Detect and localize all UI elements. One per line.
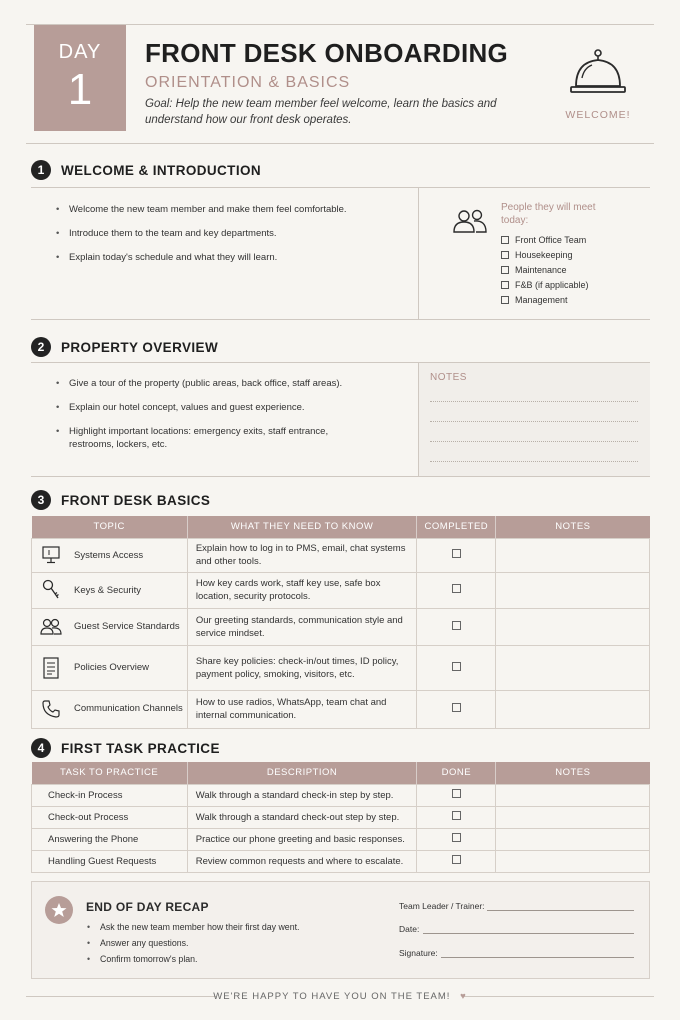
people-checklist bbox=[501, 232, 589, 307]
done-cell bbox=[417, 828, 496, 850]
notes-line bbox=[430, 441, 638, 442]
task-cell: Check-out Process bbox=[32, 806, 188, 828]
notes-cell[interactable] bbox=[496, 828, 650, 850]
front-desk-basics-table bbox=[31, 516, 650, 729]
notes-cell[interactable] bbox=[496, 572, 650, 608]
topic-label: Guest Service Standards bbox=[74, 620, 180, 632]
list-item: • Introduce them to the team and key departments. bbox=[53, 227, 403, 240]
topic-label: Systems Access bbox=[74, 549, 144, 561]
star-icon bbox=[51, 902, 67, 918]
date-label: Date: bbox=[399, 924, 420, 934]
completed-cell bbox=[417, 690, 496, 728]
description-cell: Walk through a standard check-out step by step. bbox=[187, 806, 417, 828]
completed-cell bbox=[417, 645, 496, 690]
checklist-label: Maintenance bbox=[515, 264, 567, 275]
heart-icon: ♥ bbox=[460, 991, 467, 1002]
checklist-item[interactable] bbox=[501, 292, 589, 307]
header-divider bbox=[26, 143, 654, 144]
column-header: DONE bbox=[417, 762, 496, 784]
info-cell: Our greeting standards, communication style and service mindset. bbox=[187, 608, 417, 645]
checklist-label: F&B (if applicable) bbox=[515, 279, 589, 290]
day-label: DAY bbox=[58, 41, 102, 63]
list-item: • Give a tour of the property (public areas, back office, staff areas). bbox=[53, 377, 373, 390]
done-cell bbox=[417, 784, 496, 806]
info-cell: How key cards work, staff key use, safe box location, security protocols. bbox=[187, 572, 417, 608]
table-row bbox=[32, 828, 650, 850]
topic-cell bbox=[32, 572, 188, 608]
notes-line bbox=[430, 421, 638, 422]
checkbox[interactable] bbox=[452, 584, 461, 593]
day-number: 1 bbox=[67, 65, 93, 114]
table-row bbox=[32, 806, 650, 828]
info-cell: Share key policies: check-in/out times, ID policy, payment policy, smoking, visitors, etc. bbox=[187, 645, 417, 690]
list-item: • Confirm tomorrow's plan. bbox=[84, 953, 364, 966]
list-item: • Ask the new team member how their first day went. bbox=[84, 921, 364, 934]
list-item: • Explain today's schedule and what they will learn. bbox=[53, 251, 403, 264]
notes-cell[interactable] bbox=[496, 538, 650, 572]
completed-cell bbox=[417, 572, 496, 608]
section-1-header bbox=[31, 160, 261, 180]
column-header: COMPLETED bbox=[417, 516, 496, 538]
people-icon bbox=[40, 618, 62, 636]
checklist-label: Front Office Team bbox=[515, 234, 587, 245]
list-item: • Welcome the new team member and make them feel comfortable. bbox=[53, 203, 403, 216]
checklist-label: Housekeeping bbox=[515, 249, 573, 260]
page-title: FRONT DESK ONBOARDING bbox=[145, 38, 509, 68]
notes-line bbox=[430, 461, 638, 462]
table-header-row bbox=[32, 762, 650, 784]
notes-cell[interactable] bbox=[496, 806, 650, 828]
recap-bullets bbox=[84, 921, 364, 966]
column-header: DESCRIPTION bbox=[187, 762, 417, 784]
section-title: PROPERTY OVERVIEW bbox=[61, 339, 219, 355]
checkbox[interactable] bbox=[452, 703, 461, 712]
topic-cell bbox=[32, 690, 188, 728]
trainer-label: Team Leader / Trainer: bbox=[399, 901, 485, 911]
column-header: NOTES bbox=[496, 762, 650, 784]
checkbox[interactable] bbox=[501, 281, 509, 289]
description-cell: Walk through a standard check-in step by step. bbox=[187, 784, 417, 806]
checklist-label: Management bbox=[515, 294, 568, 305]
checklist-item[interactable] bbox=[501, 247, 589, 262]
footer-text: WE'RE HAPPY TO HAVE YOU ON THE TEAM! bbox=[213, 991, 451, 1002]
footer bbox=[0, 991, 680, 1002]
list-item: • Explain our hotel concept, values and guest experience. bbox=[53, 401, 373, 414]
notes-cell[interactable] bbox=[496, 690, 650, 728]
notes-cell[interactable] bbox=[496, 850, 650, 872]
checkbox[interactable] bbox=[452, 855, 461, 864]
description-cell: Practice our phone greeting and basic responses. bbox=[187, 828, 417, 850]
column-header: NOTES bbox=[496, 516, 650, 538]
phone-icon bbox=[41, 699, 61, 719]
key-icon bbox=[41, 579, 61, 601]
checkbox[interactable] bbox=[452, 662, 461, 671]
topic-cell bbox=[32, 608, 188, 645]
notes-line bbox=[430, 401, 638, 402]
table-row bbox=[32, 538, 650, 572]
section-3-header bbox=[31, 490, 210, 510]
checkbox[interactable] bbox=[452, 833, 461, 842]
checkbox[interactable] bbox=[501, 236, 509, 244]
topic-label: Keys & Security bbox=[74, 584, 142, 596]
table-row bbox=[32, 850, 650, 872]
completed-cell bbox=[417, 608, 496, 645]
topic-cell bbox=[32, 538, 188, 572]
people-icon bbox=[452, 208, 488, 234]
monitor-icon bbox=[41, 546, 61, 564]
checklist-item[interactable] bbox=[501, 277, 589, 292]
table-row bbox=[32, 784, 650, 806]
list-item: • Answer any questions. bbox=[84, 937, 364, 950]
section-number: 1 bbox=[31, 160, 51, 180]
topic-cell bbox=[32, 645, 188, 690]
section-number: 2 bbox=[31, 337, 51, 357]
notes-cell[interactable] bbox=[496, 784, 650, 806]
topic-label: Communication Channels bbox=[74, 703, 183, 714]
signature-input[interactable] bbox=[441, 957, 634, 958]
service-bell-icon bbox=[568, 46, 628, 102]
day-badge bbox=[34, 25, 126, 131]
section-title: WELCOME & INTRODUCTION bbox=[61, 162, 262, 178]
column-header: TOPIC bbox=[32, 516, 188, 538]
section-2-header bbox=[31, 337, 218, 357]
topic-label: Policies Overview bbox=[74, 662, 149, 673]
checkbox[interactable] bbox=[501, 251, 509, 259]
section-title: FIRST TASK PRACTICE bbox=[61, 740, 220, 756]
done-cell bbox=[417, 806, 496, 828]
notes-cell[interactable] bbox=[496, 608, 650, 645]
info-cell: How to use radios, WhatsApp, team chat and internal communication. bbox=[187, 690, 417, 728]
checkbox[interactable] bbox=[452, 621, 461, 630]
section-2-bullets bbox=[53, 377, 373, 451]
done-cell bbox=[417, 850, 496, 872]
section-4-header bbox=[31, 738, 220, 758]
notes-cell[interactable] bbox=[496, 645, 650, 690]
signature-label: Signature: bbox=[399, 948, 438, 958]
task-cell: Handling Guest Requests bbox=[32, 850, 188, 872]
list-item: • Highlight important locations: emergency exits, staff entrance, restrooms, lockers, etc. bbox=[53, 425, 373, 451]
people-meet-title: People they will meet today: bbox=[501, 202, 596, 226]
recap-title: END OF DAY RECAP bbox=[86, 900, 209, 914]
trainer-input[interactable] bbox=[487, 910, 634, 911]
column-header: TASK TO PRACTICE bbox=[32, 762, 188, 784]
column-header: WHAT THEY NEED TO KNOW bbox=[187, 516, 417, 538]
table-row bbox=[32, 572, 650, 608]
star-badge bbox=[45, 896, 73, 924]
table-row bbox=[32, 608, 650, 645]
date-input[interactable] bbox=[423, 933, 634, 934]
table-row bbox=[32, 645, 650, 690]
section-number: 4 bbox=[31, 738, 51, 758]
completed-cell bbox=[417, 538, 496, 572]
info-cell: Explain how to log in to PMS, email, chat systems and other tools. bbox=[187, 538, 417, 572]
task-cell: Answering the Phone bbox=[32, 828, 188, 850]
page-subtitle: ORIENTATION & BASICS bbox=[145, 74, 351, 91]
section-title: FRONT DESK BASICS bbox=[61, 492, 211, 508]
section-1-bullets bbox=[53, 203, 403, 264]
panel-divider bbox=[418, 188, 419, 319]
first-task-table bbox=[31, 762, 650, 873]
description-cell: Review common requests and where to escalate. bbox=[187, 850, 417, 872]
checkbox[interactable] bbox=[501, 266, 509, 274]
checklist-item[interactable] bbox=[501, 262, 589, 277]
document-icon bbox=[42, 657, 60, 679]
checkbox[interactable] bbox=[501, 296, 509, 304]
goal-text: Goal: Help the new team member feel welcome, learn the basics and understand how our front desk operates. bbox=[145, 98, 497, 126]
notes-label: NOTES bbox=[430, 372, 467, 383]
table-row bbox=[32, 690, 650, 728]
task-cell: Check-in Process bbox=[32, 784, 188, 806]
checkbox[interactable] bbox=[452, 789, 461, 798]
table-header-row bbox=[32, 516, 650, 538]
checkbox[interactable] bbox=[452, 549, 461, 558]
welcome-text: WELCOME! bbox=[565, 109, 631, 121]
checklist-item[interactable] bbox=[501, 232, 589, 247]
checkbox[interactable] bbox=[452, 811, 461, 820]
section-number: 3 bbox=[31, 490, 51, 510]
